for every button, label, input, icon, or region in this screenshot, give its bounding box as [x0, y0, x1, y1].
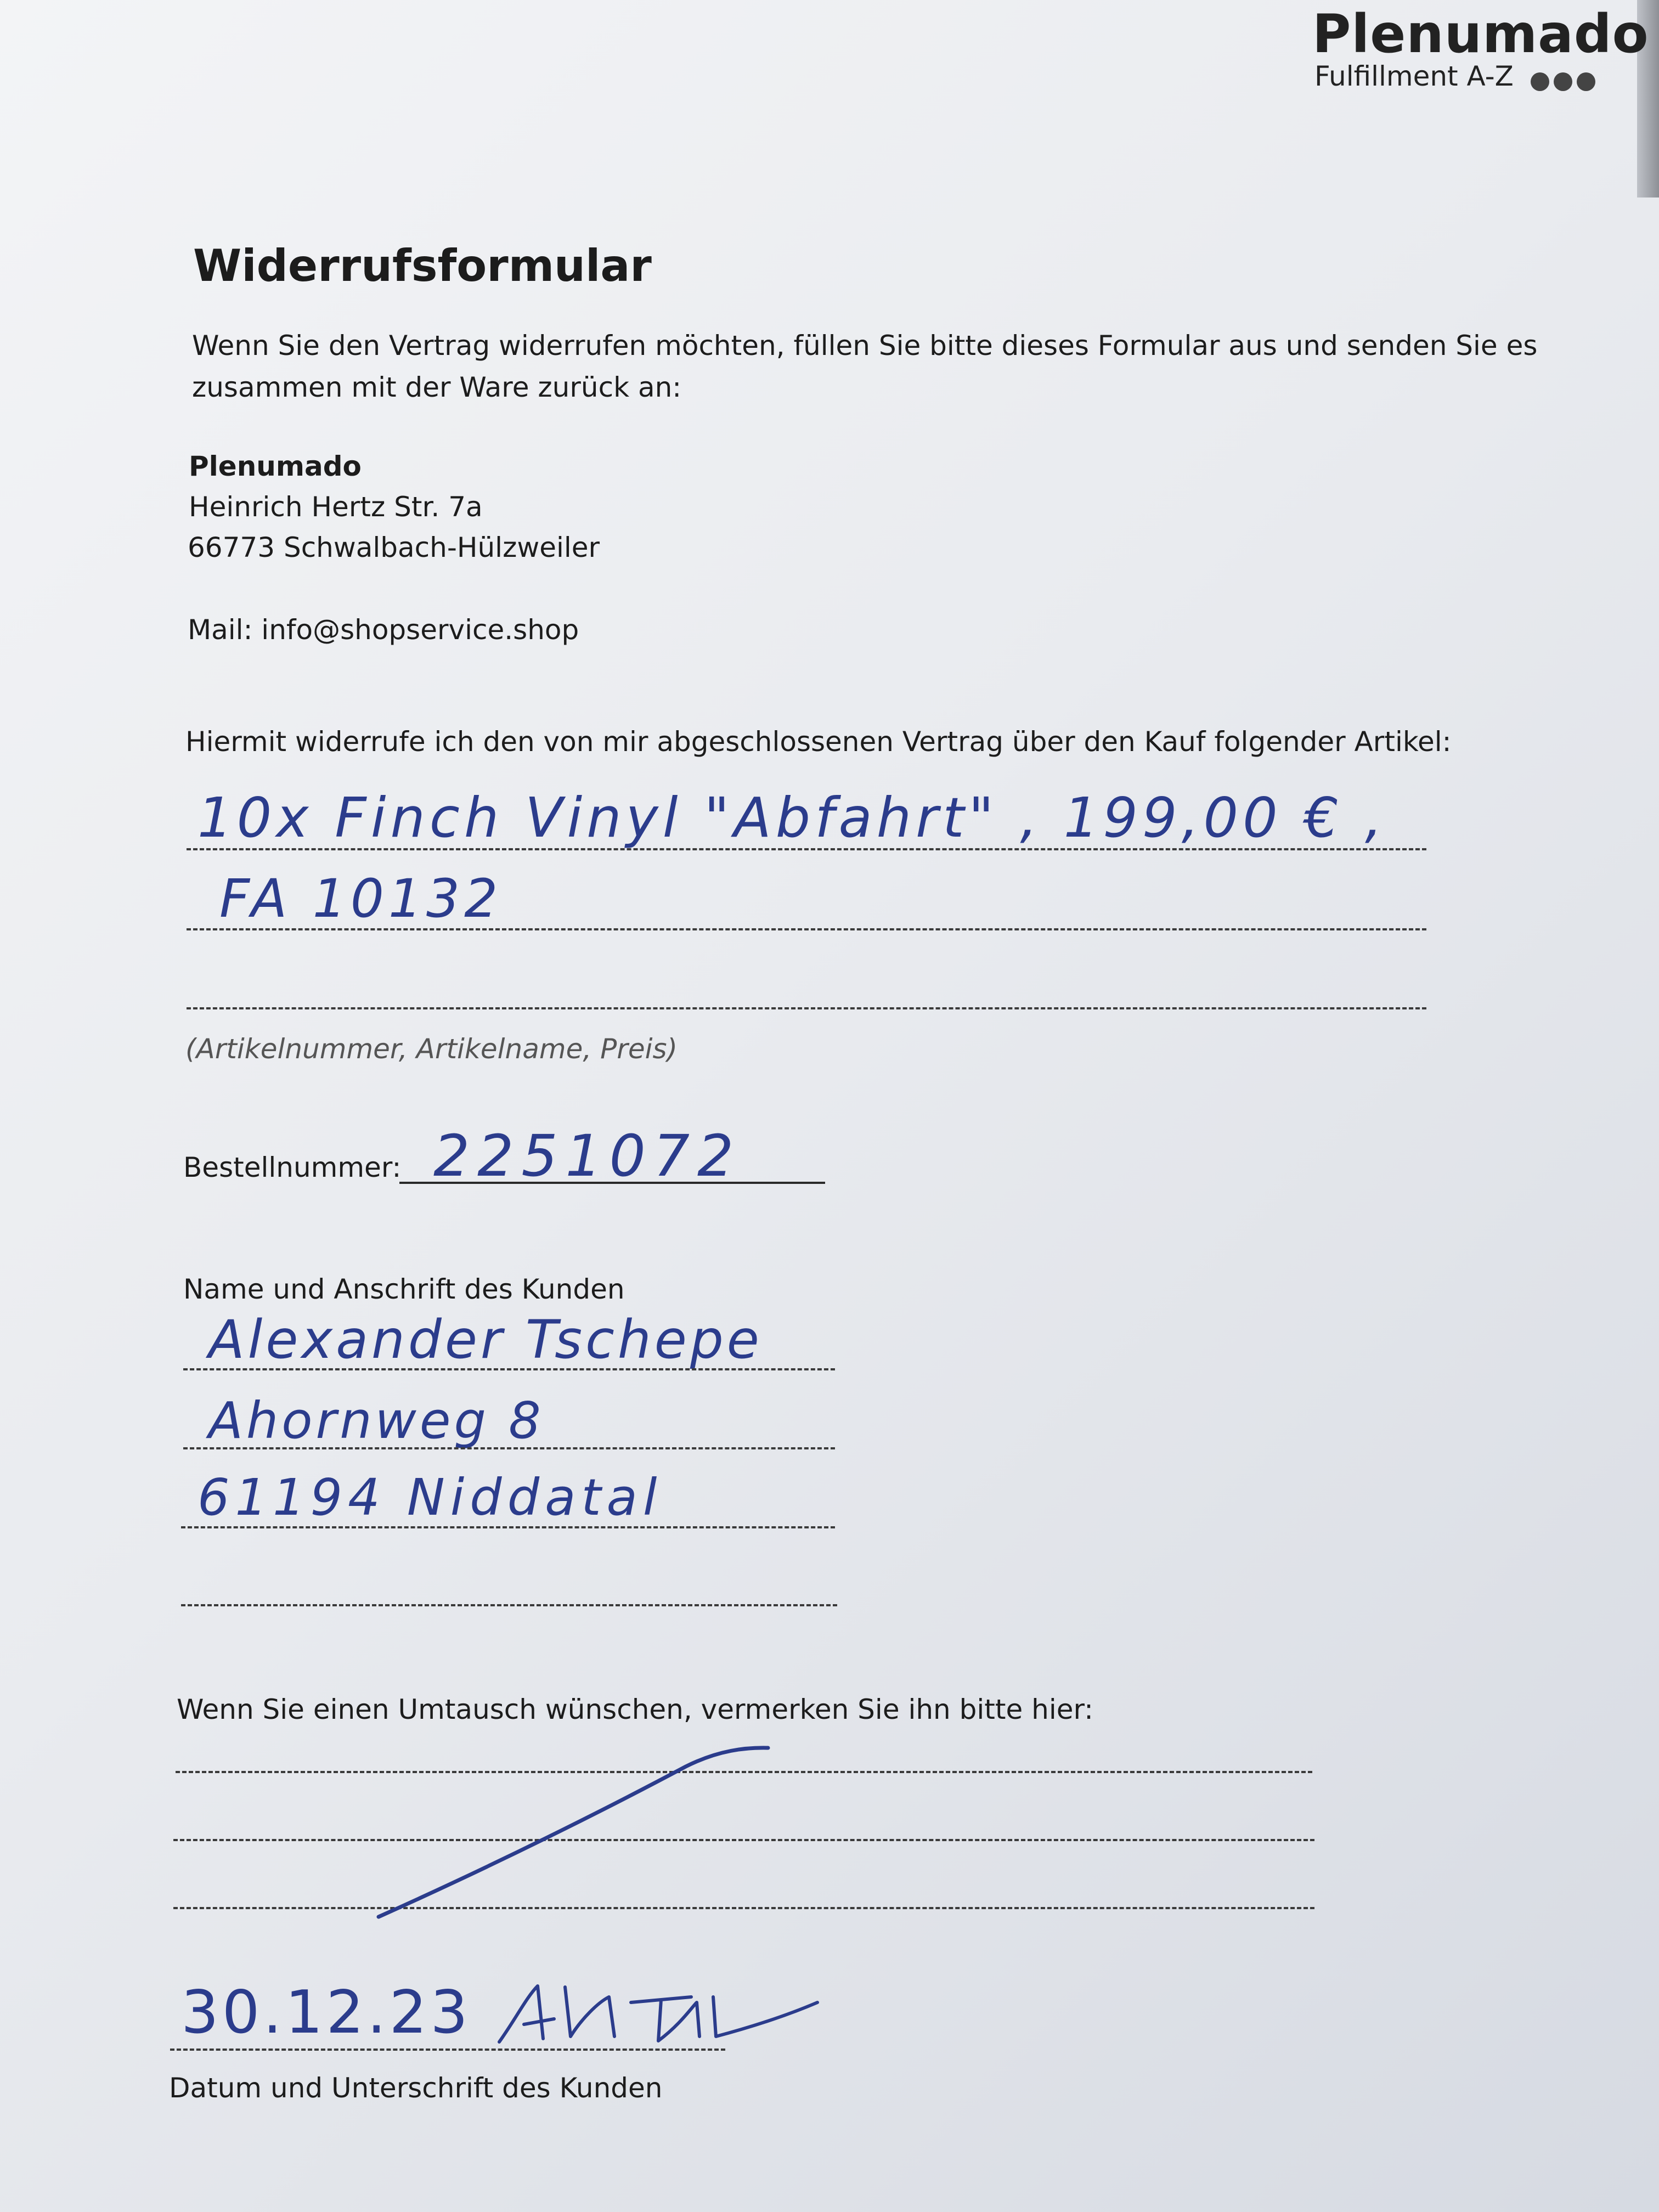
customer-street-handwritten: Ahornweg 8 [208, 1391, 544, 1450]
form-title: Widerrufsformular [193, 240, 652, 291]
date-handwritten: 30.12.23 [181, 1978, 471, 2047]
order-number-handwritten: 2251072 [433, 1122, 742, 1189]
exchange-label: Wenn Sie einen Umtausch wünschen, vermerken Sie ihn bitte hier: [177, 1694, 1093, 1725]
address-city: 66773 Schwalbach-Hülzweiler [188, 532, 600, 563]
order-number-label: Bestellnummer: [183, 1152, 402, 1183]
customer-label: Name und Anschrift des Kunden [183, 1273, 625, 1305]
intro-text-line1: Wenn Sie den Vertrag widerrufen möchten, füllen Sie bitte dieses Formular aus und senden Sie es [192, 330, 1538, 362]
article-handwritten-line1: 10x Finch Vinyl "Abfahrt" , 199,00 € , [198, 786, 1387, 850]
address-street: Heinrich Hertz Str. 7a [189, 491, 483, 523]
address-company: Plenumado [189, 450, 362, 482]
date-signature-line [170, 2049, 725, 2051]
date-signature-label: Datum und Unterschrift des Kunden [169, 2072, 663, 2104]
intro-text-line2: zusammen mit der Ware zurück an: [192, 371, 682, 403]
customer-city-handwritten: 61194 Niddatal [198, 1468, 663, 1527]
article-caption: (Artikelnummer, Artikelname, Preis) [185, 1033, 678, 1065]
logo-tagline: Fulfillment A-Z [1314, 60, 1514, 92]
article-handwritten-line2: FA 10132 [219, 868, 503, 929]
customer-name-handwritten: Alexander Tschepe [208, 1309, 763, 1370]
revocation-statement: Hiermit widerrufe ich den von mir abgeschlossenen Vertrag über den Kauf folgender Artikel: [185, 726, 1452, 758]
address-mail: Mail: info@shopservice.shop [188, 614, 579, 646]
logo-name: Plenumado [1312, 3, 1649, 65]
